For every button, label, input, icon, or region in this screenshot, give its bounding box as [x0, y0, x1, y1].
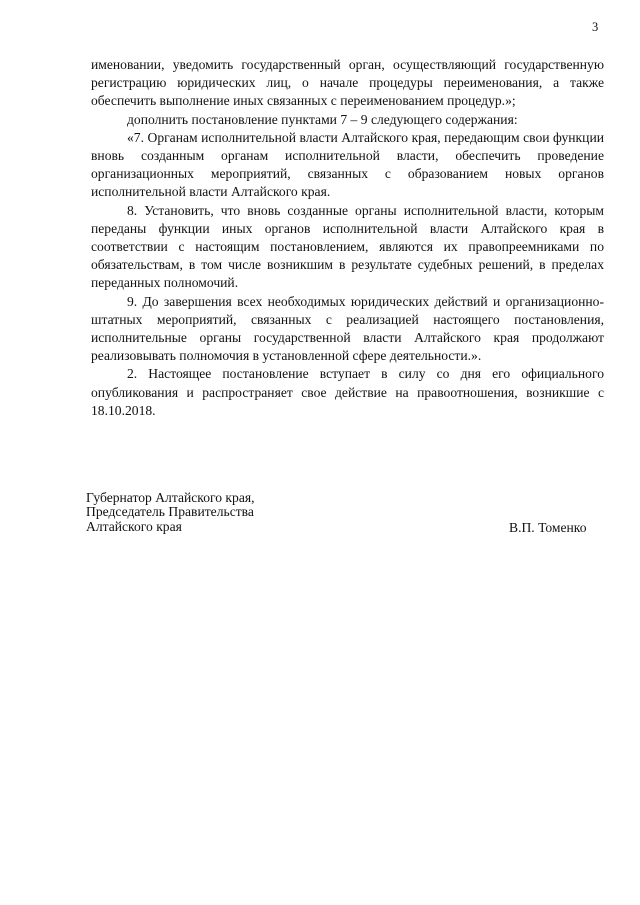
signatory-title-line: Губернатор Алтайского края, [86, 490, 255, 505]
paragraph-item-7: «7. Органам исполнительной власти Алтайского края, передающим свои функции вновь созданным органам исполнительной власти, обеспечить проведение организационных мероприятий, связанных с образованием новых органов исполнительной власти Алтайского края. [91, 129, 604, 200]
signatory-name: В.П. Томенко [509, 520, 587, 535]
paragraph-item-9: 9. До завершения всех необходимых юридических действий и организационно-штатных мероприятий, связанных с реализацией настоящего постановления, исполнительные органы государственной власти Алтайского края продолжают реализовывать полномочия в установленной сфере деятельности.». [91, 293, 604, 364]
paragraph-clause-2: 2. Настоящее постановление вступает в силу со дня его официального опубликования и распространяет свое действие на правоотношения, возникшие с 18.10.2018. [91, 366, 604, 418]
signatory-title-line: Алтайского края [86, 518, 182, 534]
paragraph-continuation: именовании, уведомить государственный орган, осуществляющий государственную регистрацию юридических лиц, о начале процедуры переименования, а также обеспечить выполнение иных связанных с переименованием процедур.»; [91, 57, 604, 109]
page-number: 3 [592, 20, 599, 34]
paragraph-item-8: 8. Установить, что вновь созданные органы исполнительной власти, которым переданы функции иных органов исполнительной власти Алтайского края в соответствии с настоящим постановлением, являются их правопреемниками по обязательствам, в том числе возникшим в результате судебных решений, в пределах переданных полномочий. [91, 202, 604, 291]
signatory-title [86, 491, 255, 534]
signatory-title-line: Председатель Правительства [86, 504, 254, 520]
paragraph-amendment-intro: дополнить постановление пунктами 7 – 9 следующего содержания: [127, 111, 518, 127]
document-body [91, 56, 604, 420]
